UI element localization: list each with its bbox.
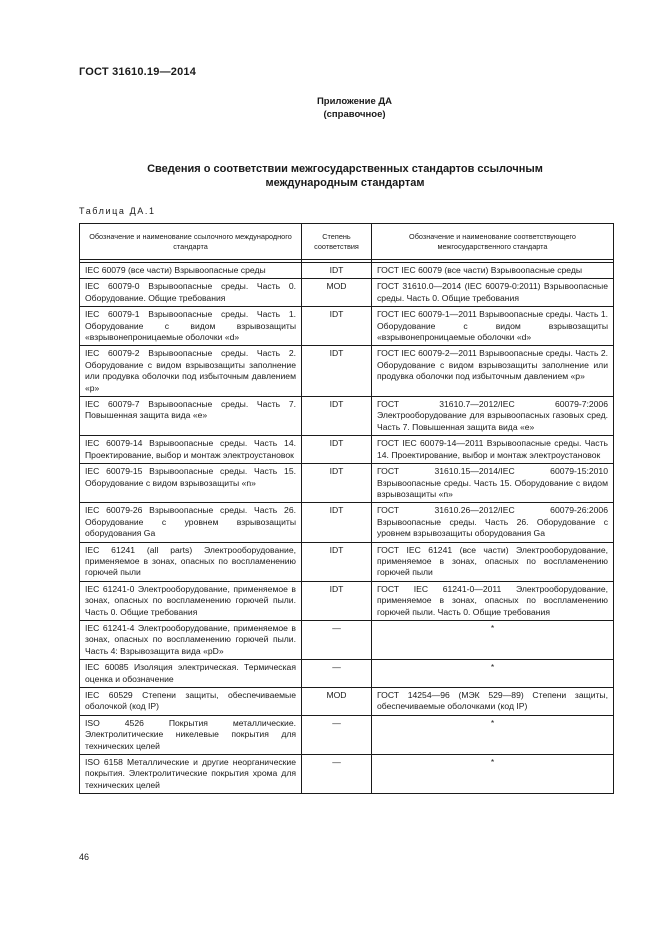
degree-cell: — xyxy=(302,660,372,688)
table-row xyxy=(80,397,614,436)
interstate-standard-cell: * xyxy=(372,620,614,659)
interstate-standard-cell: ГОСТ 31610.26—2012/IEC 60079-26:2006 Взрывоопасные среды. Часть 26. Оборудование с уровнем взрывозащиты оборудования Ga xyxy=(372,503,614,542)
interstate-standard-cell: ГОСТ IEC 60079 (все части) Взрывоопасные среды xyxy=(372,263,614,279)
annex-type: (справочное) xyxy=(323,109,386,120)
header-degree: Степень соответствия xyxy=(302,224,372,260)
table-row xyxy=(80,503,614,542)
header-intl-standard: Обозначение и наименование ссылочного международного стандарта xyxy=(80,224,302,260)
interstate-standard-cell: ГОСТ IEC 60079-2—2011 Взрывоопасные среды. Часть 2. Оборудование с видом взрывозащиты заполнение или продувка оболочки под избыточным давлением «р» xyxy=(372,346,614,397)
interstate-standard-cell: * xyxy=(372,755,614,794)
table-row xyxy=(80,542,614,581)
degree-cell: IDT xyxy=(302,542,372,581)
degree-cell: IDT xyxy=(302,581,372,620)
intl-standard-cell: IEC 60529 Степени защиты, обеспечиваемые оболочкой (код IP) xyxy=(80,688,302,716)
intl-standard-cell: IEC 60079-7 Взрывоопасные среды. Часть 7. Повышенная защита вида «е» xyxy=(80,397,302,436)
table-row xyxy=(80,660,614,688)
degree-cell: IDT xyxy=(302,263,372,279)
degree-cell: — xyxy=(302,620,372,659)
intl-standard-cell: IEC 60079-15 Взрывоопасные среды. Часть 15. Оборудование с видом взрывозащиты «n» xyxy=(80,464,302,503)
intl-standard-cell: IEC 60079-26 Взрывоопасные среды. Часть 26. Оборудование с уровнем взрывозащиты оборудования Ga xyxy=(80,503,302,542)
interstate-standard-cell: ГОСТ 31610.0—2014 (IEC 60079-0:2011) Взрывоопасные среды. Часть 0. Общие требования xyxy=(372,279,614,307)
table-row xyxy=(80,464,614,503)
page-number: 46 xyxy=(79,852,90,862)
table-header-row xyxy=(80,224,614,260)
interstate-standard-cell: ГОСТ 31610.7—2012/IEC 60079-7:2006 Электрооборудование для взрывоопасных газовых сред. Часть 7. Повышенная защита вида «е» xyxy=(372,397,614,436)
interstate-standard-cell: ГОСТ 31610.15—2014/IEC 60079-15:2010 Взрывоопасные среды. Часть 15. Оборудование с видом взрывозащиты «n» xyxy=(372,464,614,503)
intl-standard-cell: IEC 60079-1 Взрывоопасные среды. Часть 1. Оборудование с видом взрывозащиты «взрывонепроницаемые оболочки «d» xyxy=(80,307,302,346)
header-interstate-standard: Обозначение и наименование соответствующего межгосударственного стандарта xyxy=(372,224,614,260)
degree-cell: IDT xyxy=(302,503,372,542)
degree-cell: IDT xyxy=(302,346,372,397)
intl-standard-cell: IEC 60079-14 Взрывоопасные среды. Часть 14. Проектирование, выбор и монтаж электроустановок xyxy=(80,436,302,464)
table-row xyxy=(80,715,614,754)
table-row xyxy=(80,620,614,659)
degree-cell: MOD xyxy=(302,279,372,307)
interstate-standard-cell: * xyxy=(372,715,614,754)
standards-table xyxy=(79,223,614,794)
degree-cell: — xyxy=(302,715,372,754)
annex-title: Приложение ДА xyxy=(316,96,393,107)
interstate-standard-cell: ГОСТ IEC 60079-1—2011 Взрывоопасные среды. Часть 1. Оборудование с видом взрывозащиты «взрывонепроницаемые оболочки «d» xyxy=(372,307,614,346)
title-line-1: Сведения о соответствии межгосударственных стандартов ссылочным xyxy=(147,163,543,175)
interstate-standard-cell: ГОСТ IEC 60079-14—2011 Взрывоопасные среды. Часть 14. Проектирование, выбор и монтаж электроустановок xyxy=(372,436,614,464)
table-row xyxy=(80,279,614,307)
intl-standard-cell: IEC 60079 (все части) Взрывоопасные среды xyxy=(80,263,302,279)
degree-cell: IDT xyxy=(302,436,372,464)
table-body xyxy=(80,263,614,794)
document-id: ГОСТ 31610.19—2014 xyxy=(79,66,197,78)
degree-cell: IDT xyxy=(302,397,372,436)
intl-standard-cell: IEC 60079-2 Взрывоопасные среды. Часть 2. Оборудование с видом взрывозащиты заполнение или продувка оболочки под избыточным давлением «р» xyxy=(80,346,302,397)
table-row xyxy=(80,581,614,620)
interstate-standard-cell: ГОСТ IEC 61241 (все части) Электрооборудование, применяемое в зонах, опасных по воспламенению горючей пыли xyxy=(372,542,614,581)
intl-standard-cell: ISO 6158 Металлические и другие неорганические покрытия. Электролитические покрытия хрома для технических целей xyxy=(80,755,302,794)
degree-cell: IDT xyxy=(302,464,372,503)
degree-cell: — xyxy=(302,755,372,794)
intl-standard-cell: IEC 61241 (all parts) Электрооборудование, применяемое в зонах, опасных по воспламенению горючей пыли xyxy=(80,542,302,581)
intl-standard-cell: IEC 60085 Изоляция электрическая. Термическая оценка и обозначение xyxy=(80,660,302,688)
intl-standard-cell: ISO 4526 Покрытия металлические. Электролитические никелевые покрытия для технических целей xyxy=(80,715,302,754)
table-caption: Таблица ДА.1 xyxy=(79,206,156,216)
intl-standard-cell: IEC 61241-4 Электрооборудование, применяемое в зонах, опасных по воспламенению горючей пыли. Часть 4: Взрывозащита вида «pD» xyxy=(80,620,302,659)
table-row xyxy=(80,688,614,716)
interstate-standard-cell: ГОСТ 14254—96 (МЭК 529—89) Степени защиты, обеспечиваемые оболочками (код IP) xyxy=(372,688,614,716)
interstate-standard-cell: ГОСТ IEC 61241-0—2011 Электрооборудование, применяемое в зонах, опасных по воспламенению горючей пыли. Часть 0. Общие требования xyxy=(372,581,614,620)
document-title xyxy=(95,162,595,190)
table-row xyxy=(80,755,614,794)
interstate-standard-cell: * xyxy=(372,660,614,688)
title-line-2: международным стандартам xyxy=(265,177,425,189)
table-row xyxy=(80,346,614,397)
intl-standard-cell: IEC 60079-0 Взрывоопасные среды. Часть 0. Оборудование. Общие требования xyxy=(80,279,302,307)
degree-cell: MOD xyxy=(302,688,372,716)
table-row xyxy=(80,263,614,279)
table-row xyxy=(80,436,614,464)
degree-cell: IDT xyxy=(302,307,372,346)
table-row xyxy=(80,307,614,346)
intl-standard-cell: IEC 61241-0 Электрооборудование, применяемое в зонах, опасных по воспламенению горючей пыли. Часть 0. Общие требования xyxy=(80,581,302,620)
